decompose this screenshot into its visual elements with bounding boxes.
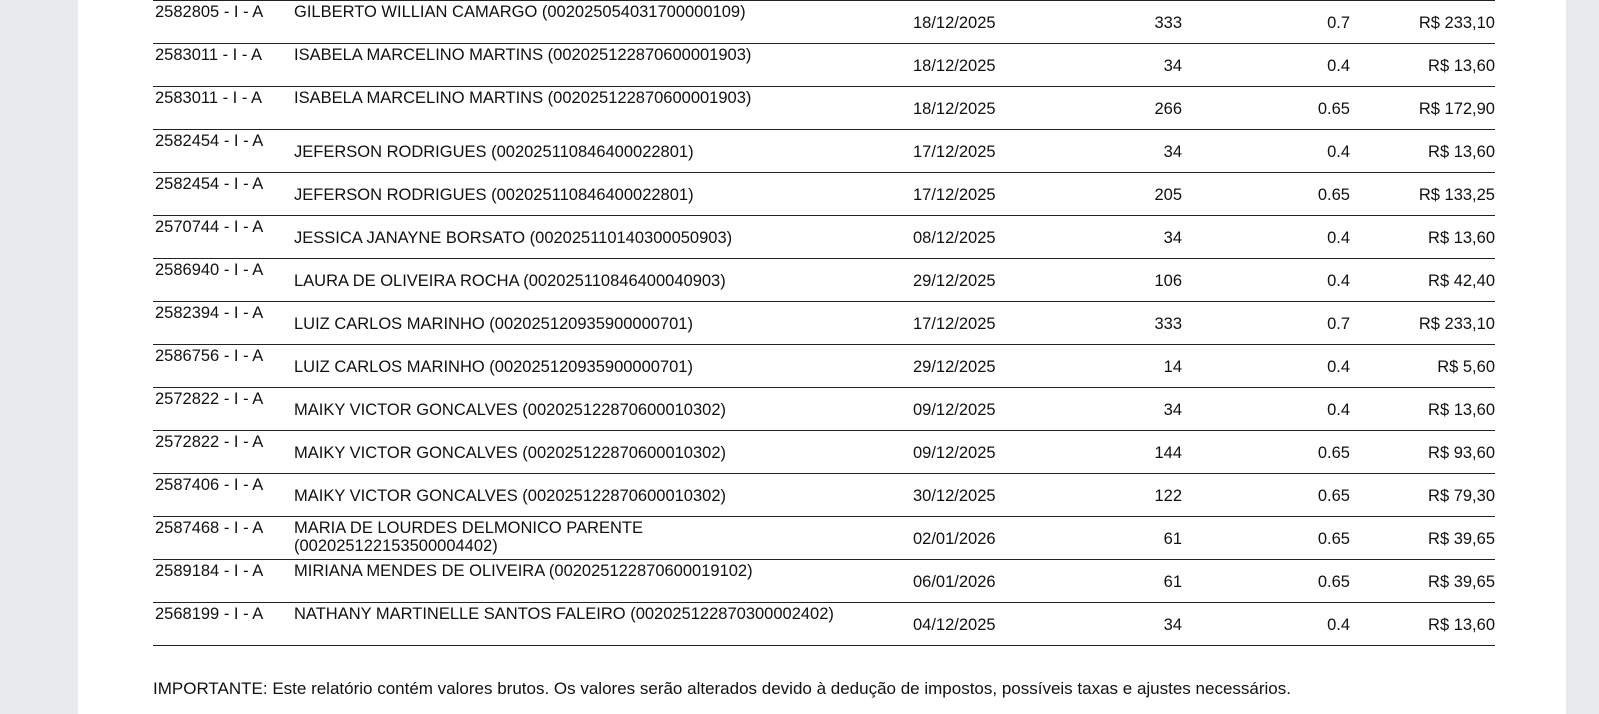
table-row (153, 517, 1495, 560)
row-id: 2568199 - I - A (155, 605, 264, 623)
row-id: 2582454 - I - A (155, 132, 264, 150)
row-quantity: 61 (1163, 530, 1182, 548)
row-date: 17/12/2025 (913, 186, 996, 204)
row-value: R$ 13,60 (1428, 229, 1495, 247)
row-name: JEFERSON RODRIGUES (002025110846400022801) (294, 186, 694, 204)
row-id: 2583011 - I - A (155, 89, 263, 107)
row-rate: 0.4 (1327, 401, 1350, 419)
row-id: 2572822 - I - A (155, 390, 264, 408)
row-name: LUIZ CARLOS MARINHO (002025120935900000701) (294, 358, 693, 376)
row-date: 18/12/2025 (913, 100, 996, 118)
table-row (153, 474, 1495, 517)
row-value: R$ 93,60 (1428, 444, 1495, 462)
row-value: R$ 13,60 (1428, 401, 1495, 419)
row-rate: 0.4 (1327, 143, 1350, 161)
row-name: GILBERTO WILLIAN CAMARGO (002025054031700000109) (294, 3, 746, 21)
table-row (153, 560, 1495, 603)
row-quantity: 61 (1163, 573, 1182, 591)
row-id: 2582394 - I - A (155, 304, 264, 322)
row-name: MAIKY VICTOR GONCALVES (002025122870600010302) (294, 444, 727, 462)
row-name: MIRIANA MENDES DE OLIVEIRA (002025122870600019102) (294, 562, 753, 580)
row-rate: 0.4 (1327, 57, 1350, 75)
row-quantity: 266 (1154, 100, 1182, 118)
row-rate: 0.7 (1327, 14, 1350, 32)
row-date: 18/12/2025 (913, 14, 996, 32)
row-date: 29/12/2025 (913, 358, 996, 376)
row-value: R$ 39,65 (1428, 573, 1495, 591)
row-date: 06/01/2026 (913, 573, 996, 591)
row-date: 08/12/2025 (913, 229, 996, 247)
row-value: R$ 233,10 (1418, 315, 1495, 333)
row-rate: 0.4 (1327, 358, 1350, 376)
row-value: R$ 79,30 (1428, 487, 1495, 505)
row-id: 2587468 - I - A (155, 519, 264, 537)
row-id: 2582454 - I - A (155, 175, 264, 193)
row-id: 2586940 - I - A (155, 261, 264, 279)
row-rate: 0.65 (1317, 186, 1350, 204)
row-date: 18/12/2025 (913, 57, 996, 75)
row-value: R$ 133,25 (1418, 186, 1495, 204)
row-value: R$ 233,10 (1418, 14, 1495, 32)
row-value: R$ 42,40 (1428, 272, 1495, 290)
table-row (153, 388, 1495, 431)
table-row (153, 173, 1495, 216)
row-date: 09/12/2025 (913, 401, 996, 419)
row-quantity: 34 (1163, 616, 1182, 634)
row-rate: 0.65 (1317, 444, 1350, 462)
row-value: R$ 13,60 (1428, 57, 1495, 75)
row-id: 2582805 - I - A (155, 3, 264, 21)
row-date: 02/01/2026 (913, 530, 996, 548)
table-row (153, 302, 1495, 345)
row-value: R$ 39,65 (1428, 530, 1495, 548)
row-name: MAIKY VICTOR GONCALVES (002025122870600010302) (294, 487, 727, 505)
table-row (153, 216, 1495, 259)
row-value: R$ 5,60 (1437, 358, 1495, 376)
table-row (153, 345, 1495, 388)
table-row (153, 87, 1495, 130)
row-rate: 0.4 (1327, 616, 1350, 634)
row-name: JEFERSON RODRIGUES (002025110846400022801) (294, 143, 694, 161)
row-quantity: 34 (1163, 143, 1182, 161)
row-name: LAURA DE OLIVEIRA ROCHA (002025110846400040903) (294, 272, 726, 290)
row-value: R$ 172,90 (1418, 100, 1495, 118)
row-quantity: 144 (1154, 444, 1182, 462)
row-date: 29/12/2025 (913, 272, 996, 290)
row-name: ISABELA MARCELINO MARTINS (002025122870600001903) (294, 46, 752, 64)
row-rate: 0.65 (1317, 573, 1350, 591)
row-rate: 0.4 (1327, 229, 1350, 247)
important-note: IMPORTANTE: Este relatório contém valores brutos. Os valores serão alterados devido à dedução de impostos, possíveis taxas e ajustes necessários. (153, 679, 1291, 698)
row-id: 2587406 - I - A (155, 476, 264, 494)
row-date: 09/12/2025 (913, 444, 996, 462)
row-quantity: 333 (1154, 14, 1182, 32)
table-row (153, 431, 1495, 474)
row-id: 2570744 - I - A (155, 218, 264, 236)
row-quantity: 14 (1163, 358, 1182, 376)
row-id: 2572822 - I - A (155, 433, 264, 451)
table-row (153, 44, 1495, 87)
report-table (153, 0, 1495, 646)
row-name: MARIA DE LOURDES DELMONICO PARENTE (002025122153500004402) (294, 519, 644, 555)
table-row (153, 259, 1495, 302)
row-id: 2586756 - I - A (155, 347, 264, 365)
row-date: 30/12/2025 (913, 487, 996, 505)
row-name: ISABELA MARCELINO MARTINS (002025122870600001903) (294, 89, 752, 107)
row-quantity: 34 (1163, 229, 1182, 247)
row-quantity: 333 (1154, 315, 1182, 333)
row-quantity: 34 (1163, 57, 1182, 75)
row-value: R$ 13,60 (1428, 616, 1495, 634)
row-date: 17/12/2025 (913, 315, 996, 333)
table-row (153, 1, 1495, 44)
row-id: 2589184 - I - A (155, 562, 264, 580)
row-quantity: 34 (1163, 401, 1182, 419)
row-quantity: 106 (1154, 272, 1182, 290)
row-rate: 0.65 (1317, 487, 1350, 505)
table-row (153, 603, 1495, 646)
row-name: LUIZ CARLOS MARINHO (002025120935900000701) (294, 315, 693, 333)
row-rate: 0.65 (1317, 100, 1350, 118)
row-quantity: 122 (1154, 487, 1182, 505)
row-name: JESSICA JANAYNE BORSATO (002025110140300050903) (294, 229, 733, 247)
row-value: R$ 13,60 (1428, 143, 1495, 161)
row-name: MAIKY VICTOR GONCALVES (002025122870600010302) (294, 401, 727, 419)
row-rate: 0.4 (1327, 272, 1350, 290)
row-rate: 0.65 (1317, 530, 1350, 548)
document-page (78, 0, 1566, 714)
row-id: 2583011 - I - A (155, 46, 263, 64)
row-date: 04/12/2025 (913, 616, 996, 634)
row-name: NATHANY MARTINELLE SANTOS FALEIRO (002025122870300002402) (294, 605, 834, 623)
table-row (153, 130, 1495, 173)
row-date: 17/12/2025 (913, 143, 996, 161)
row-quantity: 205 (1154, 186, 1182, 204)
row-rate: 0.7 (1327, 315, 1350, 333)
